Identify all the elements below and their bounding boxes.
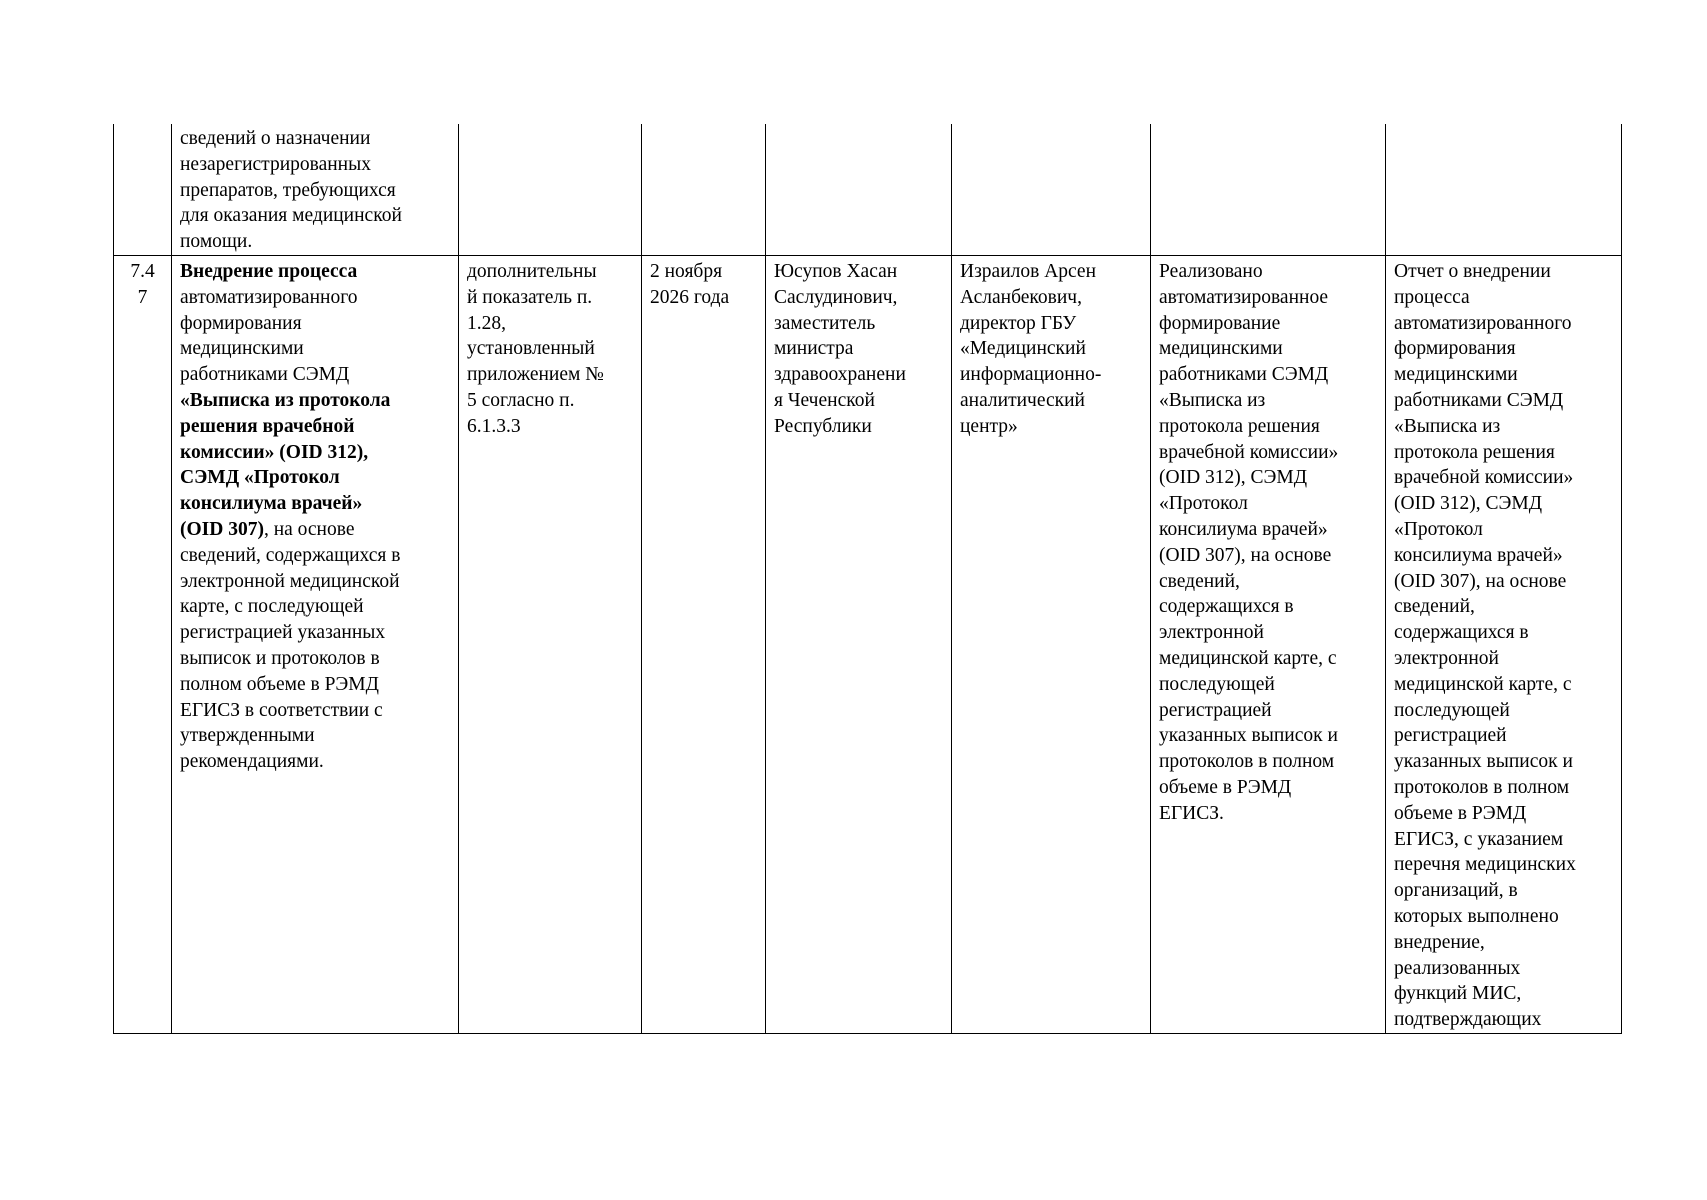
text-line: аналитический <box>960 389 1085 411</box>
text-line: для оказания медицинской <box>180 205 402 227</box>
cell-executor <box>952 255 1151 1033</box>
text-line: «Выписка из <box>1394 415 1501 437</box>
text-line: электронной медицинской <box>180 570 400 592</box>
text-line: работниками СЭМД <box>1159 364 1329 386</box>
text-line: протокола решения <box>1159 415 1320 437</box>
text-line: Израилов Арсен <box>960 260 1097 282</box>
text-line: процесса <box>1394 286 1470 308</box>
text-line: регистрацией <box>1394 725 1507 747</box>
text-line: 2 ноября <box>650 260 723 282</box>
text-line: «Выписка из <box>1159 389 1266 411</box>
text-line: ЕГИСЗ. <box>1159 802 1224 824</box>
cell-number <box>114 255 172 1033</box>
text-line: заместитель <box>774 312 876 334</box>
plan-table <box>113 124 1622 1034</box>
text-line: Юсупов Хасан <box>774 260 898 282</box>
text-line: й показатель п. <box>467 286 593 308</box>
text-line: консилиума врачей» <box>1394 544 1563 566</box>
text-line: сведений, <box>1394 596 1475 618</box>
cell-responsible <box>766 124 952 255</box>
text-line: автоматизированное <box>1159 286 1329 308</box>
text-line: медицинской карте, с <box>1159 647 1337 669</box>
row-number: 7.4 <box>130 260 155 282</box>
text-line: которых выполнено <box>1394 905 1559 927</box>
text-line: ЕГИСЗ в соответствии с <box>180 699 383 721</box>
text-line: электронной <box>1159 622 1264 644</box>
table-row-continued <box>114 124 1622 255</box>
text-line: рекомендациями. <box>180 751 324 773</box>
text-line: автоматизированного <box>180 286 358 308</box>
text-line: протоколов в полном <box>1159 751 1335 773</box>
text-line: (OID 312), СЭМД <box>1159 467 1308 489</box>
text-line: сведений о назначении <box>180 128 371 149</box>
text-line: медицинскими <box>1394 364 1518 386</box>
text-line: работниками СЭМД <box>1394 389 1564 411</box>
text-line: (OID 307), на основе <box>1394 570 1567 592</box>
text-line: протокола решения <box>1394 441 1555 463</box>
text-line: Республики <box>774 415 872 437</box>
text-line: полном объеме в РЭМД <box>180 673 379 695</box>
cell-deadline <box>642 124 766 255</box>
text-line: объеме в РЭМД <box>1159 776 1292 798</box>
text-line: министра <box>774 338 854 360</box>
text-line: указанных выписок и <box>1159 725 1338 747</box>
text-line: консилиума врачей» <box>1159 518 1328 540</box>
text-line: медицинскими <box>1159 338 1283 360</box>
cell-description <box>172 255 459 1033</box>
cell-result <box>1151 255 1386 1033</box>
text-line: регистрацией указанных <box>180 622 386 644</box>
text-line: Реализовано <box>1159 260 1263 282</box>
text-line: комиссии» (OID 312), <box>180 441 369 463</box>
text-line: сведений, содержащихся в <box>180 544 401 566</box>
text-line: подтверждающих <box>1394 1009 1542 1031</box>
text-line: врачебной комиссии» <box>1159 441 1339 463</box>
cell-responsible <box>766 255 952 1033</box>
text-line: объеме в РЭМД <box>1394 802 1527 824</box>
text-line: Отчет о внедрении <box>1394 260 1551 282</box>
cell-number <box>114 124 172 255</box>
text-line: перечня медицинских <box>1394 854 1576 876</box>
text-line: ЕГИСЗ, с указанием <box>1394 828 1564 850</box>
text-line: «Выписка из протокола <box>180 389 391 411</box>
text-line: содержащихся в <box>1394 622 1529 644</box>
text-line: реализованных <box>1394 957 1521 979</box>
text-line: последующей <box>1394 699 1510 721</box>
text-line: работниками СЭМД <box>180 364 350 386</box>
cell-report <box>1386 124 1622 255</box>
text-line: функций МИС, <box>1394 983 1522 1005</box>
text-line: «Протокол <box>1394 518 1483 540</box>
text-line: Внедрение процесса <box>180 260 358 282</box>
cell-result <box>1151 124 1386 255</box>
text-line <box>180 517 450 543</box>
text-line: незарегистрированных <box>180 153 371 175</box>
text-line: формирования <box>1394 338 1516 360</box>
text-line: дополнительны <box>467 260 597 282</box>
text-line: 5 согласно п. <box>467 389 575 411</box>
text-line: (OID 312), СЭМД <box>1394 493 1543 515</box>
text-line: Саслудинович, <box>774 286 898 308</box>
text-line: «Медицинский <box>960 338 1086 360</box>
text-line: информационно- <box>960 364 1102 386</box>
cell-indicator <box>459 255 642 1033</box>
text-line: сведений, <box>1159 570 1240 592</box>
text-line: регистрацией <box>1159 699 1272 721</box>
text-line: внедрение, <box>1394 931 1485 953</box>
text-line: утвержденными <box>180 725 315 747</box>
text-line: карте, с последующей <box>180 596 364 618</box>
text-line: центр» <box>960 415 1018 437</box>
text-line: я Чеченской <box>774 389 875 411</box>
text-line: установленный <box>467 338 595 360</box>
text-line: последующей <box>1159 673 1275 695</box>
text-line: содержащихся в <box>1159 596 1294 618</box>
text-line: препаратов, требующихся <box>180 179 396 201</box>
text-line: медицинской карте, с <box>1394 673 1572 695</box>
text-line: организаций, в <box>1394 880 1518 902</box>
cell-deadline <box>642 255 766 1033</box>
text-line: 1.28, <box>467 312 506 334</box>
text-line: 2026 года <box>650 286 730 308</box>
text-line: выписок и протоколов в <box>180 647 380 669</box>
text-line: врачебной комиссии» <box>1394 467 1574 489</box>
text-line: автоматизированного <box>1394 312 1572 334</box>
text-line: помощи. <box>180 231 253 253</box>
text-line: 6.1.3.3 <box>467 415 521 437</box>
text-line: консилиума врачей» <box>180 493 363 515</box>
text-line: приложением № <box>467 364 604 386</box>
text-line: указанных выписок и <box>1394 751 1573 773</box>
text-line: Асланбекович, <box>960 286 1082 308</box>
text-line: директор ГБУ <box>960 312 1077 334</box>
text-line: протоколов в полном <box>1394 776 1570 798</box>
cell-description <box>172 124 459 255</box>
cell-executor <box>952 124 1151 255</box>
text-line: (OID 307), на основе <box>1159 544 1332 566</box>
cell-indicator <box>459 124 642 255</box>
text-line: формирование <box>1159 312 1281 334</box>
text-line: формирования <box>180 312 302 334</box>
text-bold: (OID 307) <box>180 518 264 540</box>
table-row-7-47 <box>114 255 1622 1033</box>
text-line: «Протокол <box>1159 493 1248 515</box>
text-line: здравоохранени <box>774 364 906 386</box>
text-line: электронной <box>1394 647 1499 669</box>
text-line: медицинскими <box>180 338 304 360</box>
cell-report <box>1386 255 1622 1033</box>
text-regular: , на основе <box>263 518 355 540</box>
text-line: СЭМД «Протокол <box>180 467 340 489</box>
row-number: 7 <box>137 286 148 308</box>
text-line: решения врачебной <box>180 415 355 437</box>
